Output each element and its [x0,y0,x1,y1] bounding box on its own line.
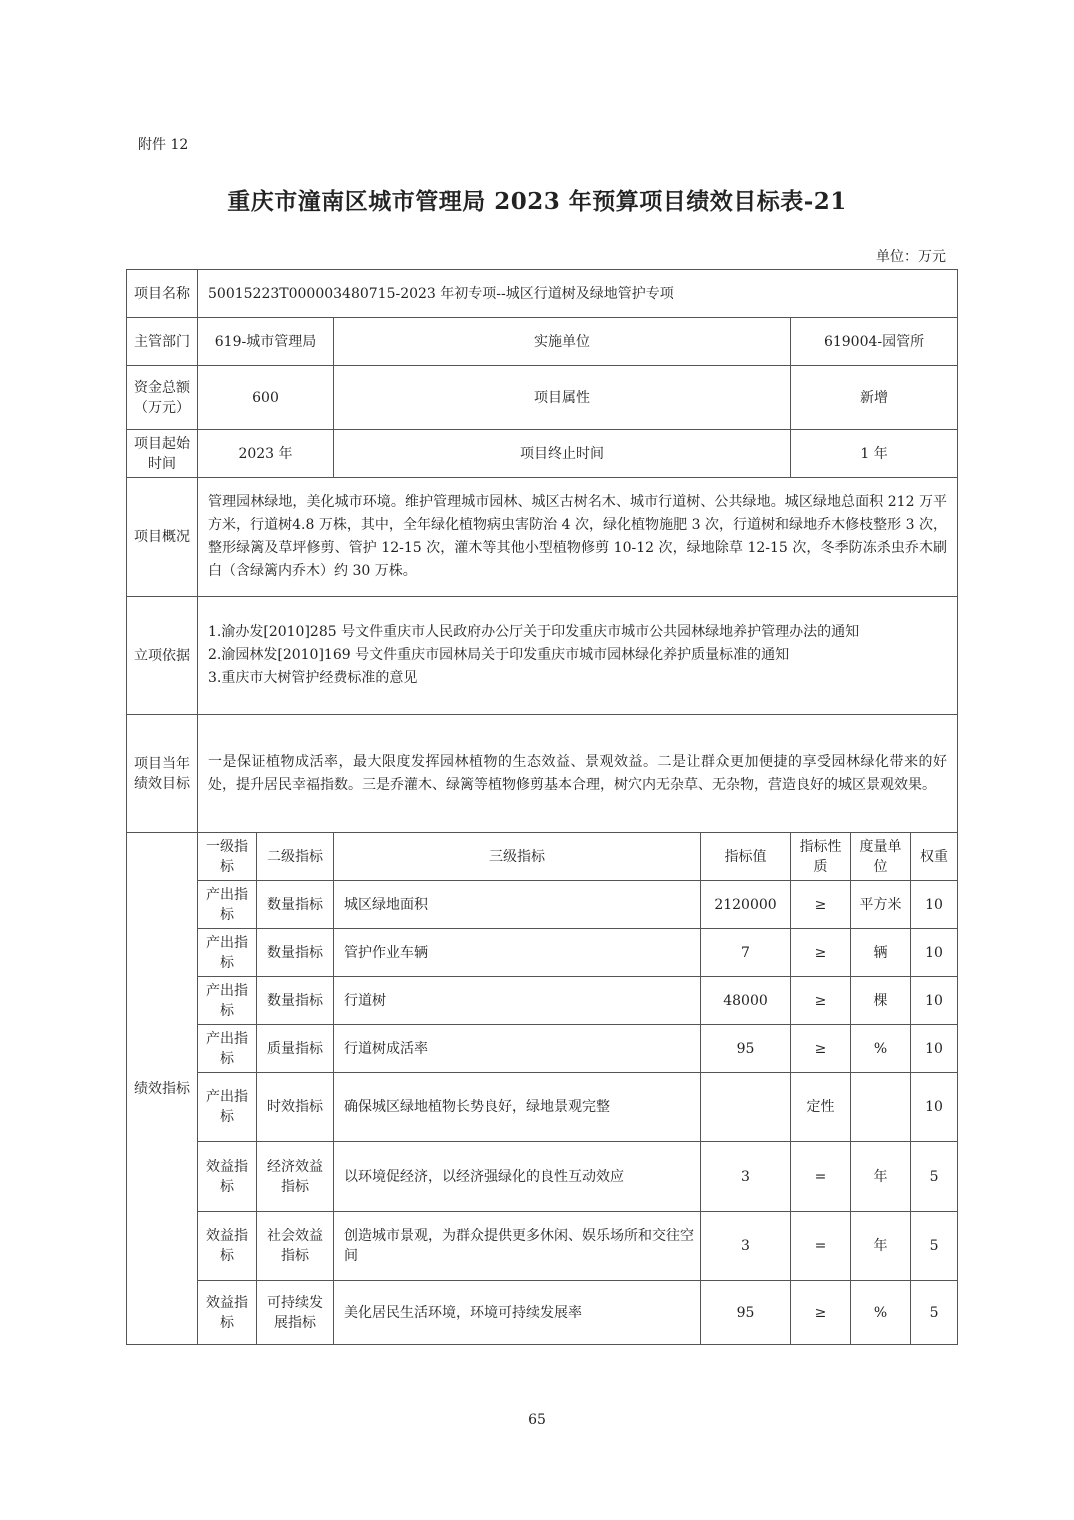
cell-level3: 确保城区绿地植物长势良好，绿地景观完整 [334,1073,701,1142]
cell-value: 7 [701,929,791,977]
header-level3: 三级指标 [334,833,701,881]
cell-nature: ≥ [791,929,851,977]
start-label: 项目起始时间 [127,430,198,478]
cell-level1: 效益指标 [198,1281,257,1345]
header-level1: 一级指标 [198,833,257,881]
cell-unit: % [851,1025,911,1073]
cell-level3: 行道树成活率 [334,1025,701,1073]
cell-level3: 以环境促经济，以经济强绿化的良性互动效应 [334,1142,701,1212]
start-value: 2023 年 [198,430,334,478]
cell-unit [851,1073,911,1142]
goal-label: 项目当年绩效目标 [127,715,198,833]
header-weight: 权重 [911,833,958,881]
row-dept [127,318,958,366]
cell-weight: 10 [911,929,958,977]
funds-label: 资金总额（万元） [127,366,198,430]
row-project-name [127,270,958,318]
cell-value: 48000 [701,977,791,1025]
cell-value: 2120000 [701,881,791,929]
cell-level2: 可持续发展指标 [257,1281,334,1345]
dept-label: 主管部门 [127,318,198,366]
page-title: 重庆市潼南区城市管理局 2023 年预算项目绩效目标表-21 [227,188,847,215]
basis-line: 1.渝办发[2010]285 号文件重庆市人民政府办公厅关于印发重庆市城市公共园林绿地养护管理办法的通知 [208,624,860,640]
cell-level1: 产出指标 [198,977,257,1025]
cell-level2: 数量指标 [257,977,334,1025]
table-row [127,881,958,929]
cell-level1: 效益指标 [198,1142,257,1212]
cell-level2: 社会效益指标 [257,1212,334,1281]
cell-value: 95 [701,1281,791,1345]
cell-level3: 美化居民生活环境，环境可持续发展率 [334,1281,701,1345]
attr-value: 新增 [791,366,958,430]
cell-level1: 效益指标 [198,1212,257,1281]
basis-line: 3.重庆市大树管护经费标准的意见 [208,670,418,686]
cell-nature: = [791,1212,851,1281]
cell-nature: ≥ [791,881,851,929]
attachment-label: 附件 12 [138,137,189,153]
cell-level2: 数量指标 [257,929,334,977]
impl-value: 619004-园管所 [791,318,958,366]
basis-label: 立项依据 [127,597,198,715]
row-goal [127,715,958,833]
cell-nature: ≥ [791,1025,851,1073]
cell-weight: 10 [911,977,958,1025]
cell-weight: 5 [911,1212,958,1281]
cell-weight: 5 [911,1281,958,1345]
cell-level1: 产出指标 [198,881,257,929]
project-name-value: 50015223T000003480715-2023 年初专项--城区行道树及绿地管护专项 [198,270,958,318]
cell-value: 3 [701,1212,791,1281]
dept-value: 619-城市管理局 [198,318,334,366]
cell-level3: 管护作业车辆 [334,929,701,977]
cell-value: 95 [701,1025,791,1073]
cell-unit: 棵 [851,977,911,1025]
cell-level1: 产出指标 [198,1073,257,1142]
end-value: 1 年 [791,430,958,478]
cell-level2: 时效指标 [257,1073,334,1142]
cell-level2: 数量指标 [257,881,334,929]
cell-level1: 产出指标 [198,929,257,977]
page-number: 65 [528,1412,546,1428]
table-row [127,1142,958,1212]
cell-unit: 年 [851,1212,911,1281]
cell-level3: 行道树 [334,977,701,1025]
performance-table [126,269,958,1345]
funds-value: 600 [198,366,334,430]
project-name-label: 项目名称 [127,270,198,318]
cell-level3: 创造城市景观，为群众提供更多休闲、娱乐场所和交往空间 [334,1212,701,1281]
header-value: 指标值 [701,833,791,881]
cell-level3: 城区绿地面积 [334,881,701,929]
basis-text [198,597,958,715]
cell-unit: 平方米 [851,881,911,929]
cell-weight: 10 [911,881,958,929]
row-time [127,430,958,478]
end-label: 项目终止时间 [334,430,791,478]
basis-line: 2.渝园林发[2010]169 号文件重庆市园林局关于印发重庆市城市园林绿化养护质量标准的通知 [208,647,790,663]
table-row [127,1073,958,1142]
cell-unit: 辆 [851,929,911,977]
cell-unit: 年 [851,1142,911,1212]
row-basis [127,597,958,715]
cell-nature: 定性 [791,1073,851,1142]
attr-label: 项目属性 [334,366,791,430]
cell-level1: 产出指标 [198,1025,257,1073]
cell-weight: 5 [911,1142,958,1212]
cell-nature: ≥ [791,1281,851,1345]
header-nature: 指标性质 [791,833,851,881]
table-row [127,1212,958,1281]
header-level2: 二级指标 [257,833,334,881]
cell-unit: % [851,1281,911,1345]
cell-weight: 10 [911,1025,958,1073]
cell-nature: ≥ [791,977,851,1025]
cell-value [701,1073,791,1142]
table-row [127,929,958,977]
table-row [127,977,958,1025]
table-row [127,1025,958,1073]
cell-weight: 10 [911,1073,958,1142]
cell-value: 3 [701,1142,791,1212]
indicator-header-row [127,833,958,881]
overview-text: 管理园林绿地，美化城市环境。维护管理城市园林、城区古树名木、城市行道树、公共绿地。城区绿地总面积 212 万平方米，行道树4.8 万株，其中，全年绿化植物病虫害防治 4 次，绿化植物施肥 3 次，行道树和绿地乔木修枝整形 3 次，整形绿篱及草坪修剪、管护 12-15 次，灌木等其他小型植物修剪 10-12 次，绿地除草 12-15 次，冬季防冻杀虫乔木刷白（含绿篱内乔木）约 30 万株。 [198,478,958,597]
cell-nature: = [791,1142,851,1212]
indicator-section-label: 绩效指标 [127,833,198,1345]
row-overview [127,478,958,597]
cell-level2: 经济效益指标 [257,1142,334,1212]
table-row [127,1281,958,1345]
row-funds [127,366,958,430]
cell-level2: 质量指标 [257,1025,334,1073]
overview-label: 项目概况 [127,478,198,597]
unit-label: 单位：万元 [876,249,946,265]
goal-text: 一是保证植物成活率，最大限度发挥园林植物的生态效益、景观效益。二是让群众更加便捷的享受园林绿化带来的好处，提升居民幸福指数。三是乔灌木、绿篱等植物修剪基本合理，树穴内无杂草、无杂物，营造良好的城区景观效果。 [198,715,958,833]
header-unit: 度量单位 [851,833,911,881]
impl-label: 实施单位 [334,318,791,366]
